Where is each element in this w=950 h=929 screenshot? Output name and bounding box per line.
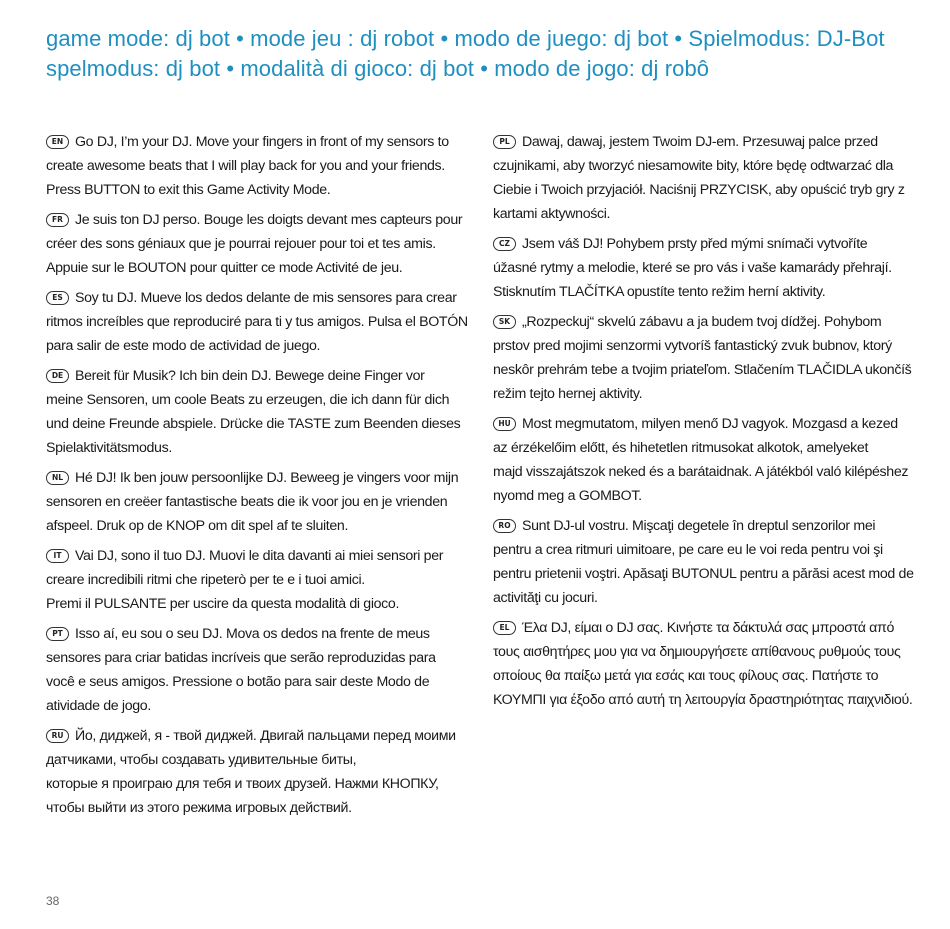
paragraph-line bbox=[46, 796, 460, 820]
paragraph-line bbox=[46, 232, 460, 256]
paragraph-line bbox=[46, 466, 460, 490]
language-paragraph-es bbox=[46, 286, 468, 358]
paragraph-line bbox=[493, 232, 909, 256]
paragraph-line bbox=[493, 280, 909, 304]
line-text: Έλα DJ, είμαι ο DJ σας. Κινήστε τα δάκτυλά σας μπροστά από bbox=[522, 620, 895, 636]
line-text: Bereit für Musik? Ich bin dein DJ. Bewege deine Finger vor bbox=[75, 368, 425, 384]
paragraph-line bbox=[46, 646, 460, 670]
line-text: Jsem váš DJ! Pohybem prsty před mými snímači vytvoříte bbox=[522, 236, 868, 252]
line-text: Dawaj, dawaj, jestem Twoim DJ-em. Przesuwaj palce przed bbox=[522, 134, 878, 150]
line-text: prstov pred mojimi senzormi vytvoríš fantastický zvuk bubnov, ktorý bbox=[493, 338, 892, 354]
line-text: Vai DJ, sono il tuo DJ. Muovi le dita davanti ai miei sensori per bbox=[75, 548, 444, 564]
paragraph-line bbox=[46, 514, 460, 538]
line-text: créer des sons géniaux que je pourrai rejouer pour toi et tes amis. bbox=[46, 236, 436, 252]
paragraph-line bbox=[46, 286, 460, 310]
language-paragraph-sk bbox=[493, 310, 912, 406]
line-text: Йо, диджей, я - твой диджей. Двигай пальцами перед моими bbox=[75, 728, 456, 744]
line-text: activităţi cu jocuri. bbox=[493, 590, 598, 606]
line-text: Most megmutatom, milyen menő DJ vagyok. Mozgasd a kezed bbox=[522, 416, 898, 432]
paragraph-line bbox=[46, 490, 460, 514]
paragraph-line bbox=[46, 256, 460, 280]
language-badge-icon: PT bbox=[46, 627, 69, 641]
line-text: atividade de jogo. bbox=[46, 698, 151, 714]
paragraph-line bbox=[493, 514, 909, 538]
paragraph-line bbox=[46, 544, 460, 568]
language-paragraph-nl bbox=[46, 466, 460, 538]
line-text: pentru prietenii voştri. Apăsaţi BUTONUL pentru a părăsi acest mod de bbox=[493, 566, 914, 582]
language-paragraph-en bbox=[46, 130, 460, 202]
line-text: чтобы выйти из этого режима игровых действий. bbox=[46, 800, 352, 816]
left-column bbox=[46, 130, 468, 826]
paragraph-line bbox=[46, 436, 460, 460]
paragraph-line bbox=[493, 664, 909, 688]
language-badge-icon: RU bbox=[46, 729, 69, 743]
line-text: „Rozpeckuj“ skvelú zábavu a ja budem tvoj dídžej. Pohybom bbox=[522, 314, 882, 330]
line-text: majd visszajátszok neked és a barátaidnak. A játékból való kilépéshez bbox=[493, 464, 909, 480]
heading-line-2: spelmodus: dj bot • modalità di gioco: dj bot • modo de jogo: dj robô bbox=[46, 56, 710, 81]
line-text: para salir de este modo de actividad de juego. bbox=[46, 338, 321, 354]
line-text: az érzékelőim előtt, és hihetetlen ritmusokat alkotok, amelyeket bbox=[493, 440, 869, 456]
paragraph-line bbox=[46, 310, 468, 334]
line-text: Je suis ton DJ perso. Bouge les doigts devant mes capteurs pour bbox=[75, 212, 463, 228]
line-text: датчиками, чтобы создавать удивительные биты, bbox=[46, 752, 357, 768]
language-paragraph-de bbox=[46, 364, 460, 460]
language-paragraph-ru bbox=[46, 724, 460, 820]
line-text: úžasné rytmy a melodie, které se pro vás i vaše kamarády přehrají. bbox=[493, 260, 892, 276]
line-text: nyomd meg a GOMBOT. bbox=[493, 488, 642, 504]
paragraph-line bbox=[493, 202, 909, 226]
language-badge-icon: PL bbox=[493, 135, 516, 149]
paragraph-line bbox=[46, 334, 460, 358]
line-text: ritmos increíbles que reproduciré para ti y tus amigos. Pulsa el BOTÓN bbox=[46, 314, 468, 330]
line-text: create awesome beats that I will play back for you and your friends. bbox=[46, 158, 445, 174]
paragraph-line bbox=[493, 310, 909, 334]
line-text: pentru a crea ritmuri uimitoare, pe care eu le voi reda pentru voi şi bbox=[493, 542, 883, 558]
paragraph-line bbox=[493, 358, 912, 382]
language-badge-icon: DE bbox=[46, 369, 69, 383]
paragraph-line bbox=[493, 616, 909, 640]
language-badge-icon: EL bbox=[493, 621, 516, 635]
line-text: Hé DJ! Ik ben jouw persoonlijke DJ. Beweeg je vingers voor mijn bbox=[75, 470, 459, 486]
paragraph-line bbox=[46, 178, 460, 202]
language-badge-icon: EN bbox=[46, 135, 69, 149]
paragraph-line bbox=[493, 586, 909, 610]
paragraph-line bbox=[493, 382, 909, 406]
paragraph-line bbox=[493, 484, 909, 508]
line-text: Go DJ, I’m your DJ. Move your fingers in front of my sensors to bbox=[75, 134, 449, 150]
language-paragraph-it bbox=[46, 544, 460, 616]
line-text: czujnikami, aby tworzyć niesamowite bity, które będę odtwarzać dla bbox=[493, 158, 894, 174]
paragraph-line bbox=[46, 670, 460, 694]
paragraph-line bbox=[493, 130, 909, 154]
paragraph-line bbox=[46, 208, 463, 232]
line-text: τους αισθητήρες μου για να δημιουργήσετε απίθανους ρυθμούς τους bbox=[493, 644, 901, 660]
line-text: Press BUTTON to exit this Game Activity Mode. bbox=[46, 182, 331, 198]
paragraph-line bbox=[493, 538, 909, 562]
language-paragraph-cz bbox=[493, 232, 909, 304]
line-text: Isso aí, eu sou o seu DJ. Mova os dedos na frente de meus bbox=[75, 626, 430, 642]
paragraph-line bbox=[46, 622, 460, 646]
line-text: οποίους θα παίξω μετά για εσάς και τους φίλους σας. Πατήστε το bbox=[493, 668, 879, 684]
line-text: ΚΟΥΜΠΙ για έξοδο από αυτή τη λειτουργία δραστηριότητας παιχνιδιού. bbox=[493, 692, 913, 708]
line-text: которые я проиграю для тебя и твоих друзей. Нажми КНОПКУ, bbox=[46, 776, 439, 792]
language-badge-icon: NL bbox=[46, 471, 69, 485]
line-text: creare incredibili ritmi che ripeterò per te e i tuoi amici. bbox=[46, 572, 365, 588]
paragraph-line bbox=[46, 748, 460, 772]
paragraph-line bbox=[46, 724, 460, 748]
line-text: neskôr prehrám tebe a tvojim priateľom. Stlačením TLAČIDLA ukončíš bbox=[493, 362, 912, 378]
language-paragraph-pl bbox=[493, 130, 909, 226]
line-text: und deine Freunde abspiele. Drücke die TASTE zum Beenden dieses bbox=[46, 416, 461, 432]
line-text: Premi il PULSANTE per uscire da questa modalità di gioco. bbox=[46, 596, 400, 612]
heading-line-1: game mode: dj bot • mode jeu : dj robot • modo de juego: dj bot • Spielmodus: DJ-Bot bbox=[46, 26, 885, 51]
line-text: meine Sensoren, um coole Beats zu erzeugen, die ich dann für dich bbox=[46, 392, 450, 408]
line-text: Ciebie i Twoich przyjaciół. Naciśnij PRZYCISK, aby opuścić tryb gry z bbox=[493, 182, 905, 198]
language-badge-icon: CZ bbox=[493, 237, 516, 251]
paragraph-line bbox=[46, 568, 460, 592]
language-badge-icon: HU bbox=[493, 417, 516, 431]
paragraph-line bbox=[493, 562, 914, 586]
paragraph-line bbox=[493, 688, 913, 712]
language-paragraph-fr bbox=[46, 208, 463, 280]
line-text: sensoren en creëer fantastische beats die ik voor jou en je vrienden bbox=[46, 494, 448, 510]
language-paragraph-el bbox=[493, 616, 913, 712]
language-badge-icon: SK bbox=[493, 315, 516, 329]
paragraph-line bbox=[46, 592, 460, 616]
language-badge-icon: ES bbox=[46, 291, 69, 305]
line-text: afspeel. Druk op de KNOP om dit spel af te sluiten. bbox=[46, 518, 349, 534]
line-text: Soy tu DJ. Mueve los dedos delante de mis sensores para crear bbox=[75, 290, 457, 306]
paragraph-line bbox=[46, 694, 460, 718]
line-text: Sunt DJ-ul vostru. Mişcaţi degetele în dreptul senzorilor mei bbox=[522, 518, 876, 534]
paragraph-line bbox=[493, 412, 909, 436]
line-text: você e seus amigos. Pressione o botão para sair deste Modo de bbox=[46, 674, 430, 690]
page-heading bbox=[46, 24, 926, 84]
line-text: Stisknutím TLAČÍTKA opustíte tento režim herní aktivity. bbox=[493, 284, 826, 300]
paragraph-line bbox=[493, 256, 909, 280]
line-text: sensores para criar batidas incríveis que serão reproduzidas para bbox=[46, 650, 436, 666]
paragraph-line bbox=[46, 364, 460, 388]
line-text: Spielaktivitätsmodus. bbox=[46, 440, 172, 456]
paragraph-line bbox=[493, 436, 909, 460]
paragraph-line bbox=[493, 640, 909, 664]
language-badge-icon: FR bbox=[46, 213, 69, 227]
page-number: 38 bbox=[46, 894, 60, 908]
paragraph-line bbox=[46, 154, 460, 178]
paragraph-line bbox=[493, 154, 909, 178]
language-paragraph-hu bbox=[493, 412, 909, 508]
paragraph-line bbox=[46, 772, 460, 796]
line-text: kartami aktywności. bbox=[493, 206, 611, 222]
paragraph-line bbox=[493, 178, 909, 202]
paragraph-line bbox=[46, 412, 460, 436]
line-text: režim tejto hernej aktivity. bbox=[493, 386, 643, 402]
line-text: Appuie sur le BOUTON pour quitter ce mode Activité de jeu. bbox=[46, 260, 403, 276]
right-column bbox=[493, 130, 914, 718]
language-badge-icon: RO bbox=[493, 519, 516, 533]
paragraph-line bbox=[46, 130, 460, 154]
paragraph-line bbox=[493, 460, 909, 484]
language-badge-icon: IT bbox=[46, 549, 69, 563]
language-paragraph-ro bbox=[493, 514, 914, 610]
language-paragraph-pt bbox=[46, 622, 460, 718]
paragraph-line bbox=[46, 388, 460, 412]
paragraph-line bbox=[493, 334, 909, 358]
